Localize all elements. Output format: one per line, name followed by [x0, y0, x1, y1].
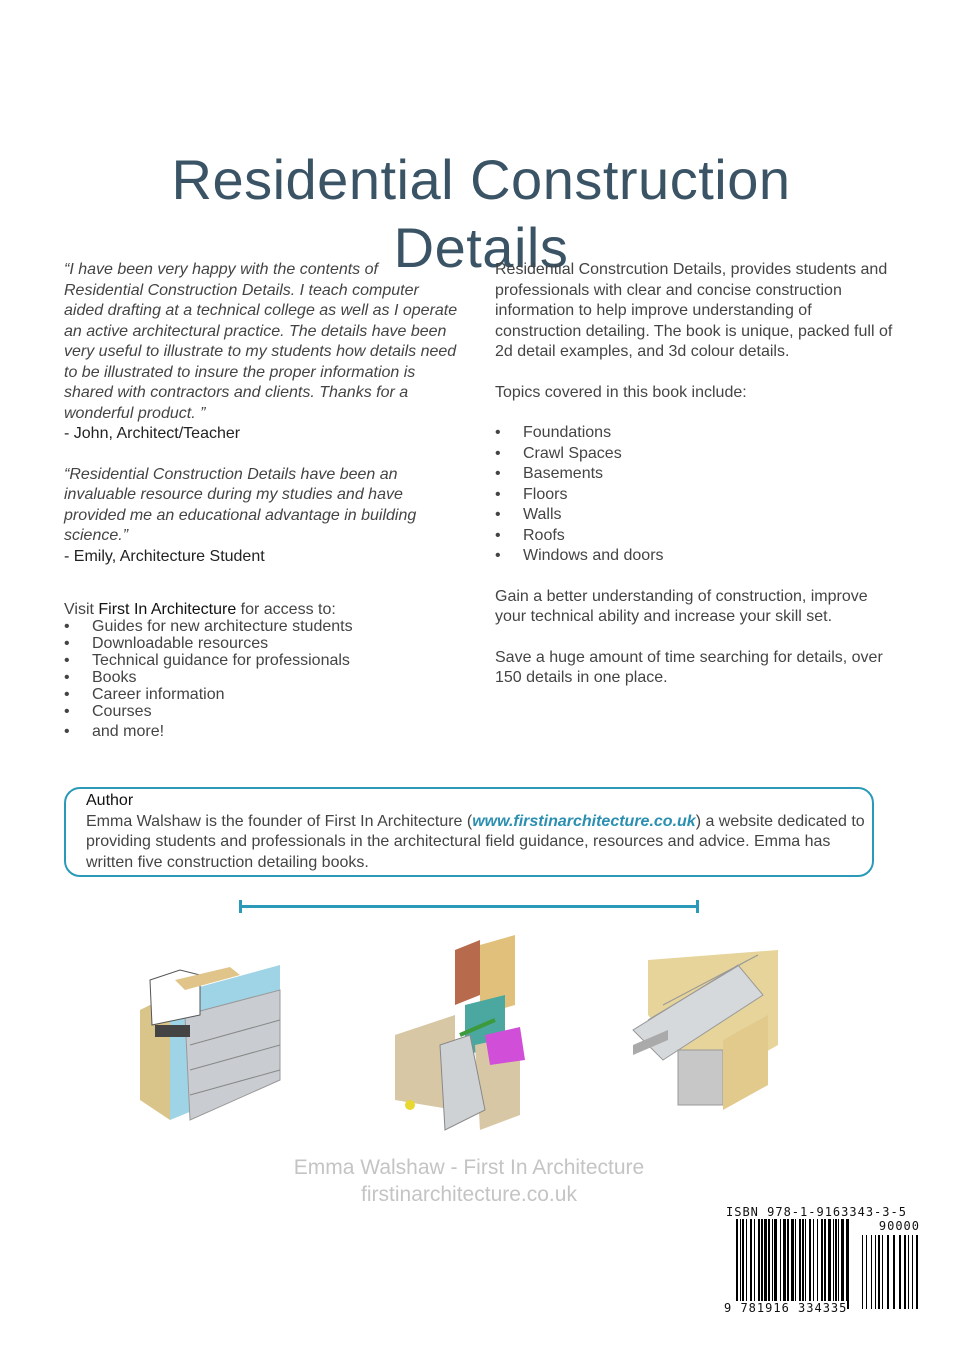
barcode-bar [882, 1235, 883, 1309]
wall-detail-illustration [130, 955, 290, 1130]
barcode-bar [780, 1219, 781, 1309]
author-bio-text: ) a website dedicated to providing students and professionals in the architectural field guidance, resources and advice. Emma has written five construction detailing books. [86, 812, 865, 871]
author-bio [86, 812, 872, 874]
list-item: • Downloadable resources [64, 635, 459, 652]
barcode-bar [772, 1219, 773, 1309]
barcode-bar [740, 1219, 741, 1309]
visit-section [64, 601, 459, 742]
book-title: Residential Construction Details [171, 147, 791, 279]
barcode-bar [916, 1235, 918, 1309]
barcode-bar [841, 1219, 844, 1309]
testimonial-author: - John, Architect/Teacher [64, 425, 241, 442]
barcode-bar [817, 1219, 818, 1309]
barcode-bar [746, 1219, 747, 1309]
benefit-text: Save a huge amount of time searching for details, over 150 details in one place. [495, 648, 883, 686]
barcode-bar [761, 1219, 763, 1309]
barcode-bar [835, 1219, 837, 1309]
list-item: • Windows and doors [495, 546, 895, 567]
barcode-bar [742, 1219, 744, 1309]
price-addon-number: 90000 [878, 1219, 920, 1233]
barcode-bar [887, 1235, 889, 1309]
testimonial-quote: “Residential Construction Details have been an invaluable resource during my studies and have provided me an educational advantage in building science.” [64, 465, 417, 544]
barcode-bar [805, 1219, 806, 1309]
list-item: • and more! [64, 722, 459, 742]
barcode-bar [783, 1219, 786, 1309]
list-item: • Foundations [495, 423, 895, 444]
barcode-bar [758, 1219, 760, 1309]
list-item: • Courses [64, 703, 459, 720]
author-bio-text: Emma Walshaw is the founder of First In Architecture ( [86, 812, 473, 830]
barcode-bar [754, 1219, 755, 1309]
barcode-bar [791, 1219, 794, 1309]
barcode-bar [799, 1219, 801, 1309]
list-item: • Walls [495, 505, 895, 526]
left-column [64, 260, 459, 742]
ean-number: 9 781916 334335 [724, 1301, 848, 1315]
right-column [495, 260, 895, 689]
list-item: • Floors [495, 485, 895, 506]
barcode-bar [871, 1235, 872, 1309]
visit-suffix: for access to: [236, 601, 336, 618]
barcode-bar [862, 1235, 863, 1309]
list-item: • Guides for new architecture students [64, 618, 459, 635]
barcode-bar [866, 1235, 867, 1309]
barcode-bar [795, 1219, 796, 1309]
barcode-bar [846, 1219, 849, 1309]
visit-prefix: Visit [64, 601, 99, 618]
foundation-detail-illustration [385, 935, 555, 1140]
barcode-bar [893, 1235, 895, 1309]
footer-author: Emma Walshaw - First In Architecture [293, 1156, 645, 1179]
barcode-bar [838, 1219, 839, 1309]
testimonial-author: - Emily, Architecture Student [64, 547, 265, 565]
divider [239, 905, 699, 908]
barcode-bar [824, 1219, 826, 1309]
barcode-bar [821, 1219, 823, 1309]
barcode-bar [904, 1235, 906, 1309]
brand-name: First In Architecture [98, 601, 237, 618]
barcode-bar [764, 1219, 767, 1309]
book-description: Residential Constrcution Details, provides students and professionals with clear and concise construction information to help improve understanding of construction detailing. The book is unique, packed full of 2d detail examples, and 3d colour details. [495, 261, 893, 360]
list-item: • Books [64, 669, 459, 686]
resource-list [64, 618, 459, 742]
topics-list [495, 423, 895, 567]
barcode-bar [908, 1235, 909, 1309]
isbn-number: ISBN 978-1-9163343-3-5 [726, 1205, 907, 1219]
author-heading: Author [86, 792, 134, 809]
barcode-bar [802, 1219, 804, 1309]
roof-detail-illustration [628, 945, 783, 1115]
barcode-bar [750, 1219, 752, 1309]
testimonial-quote: “I have been very happy with the contents of Residential Construction Details. I teach computer aided drafting at a technical college as well as I operate an active architectural practice. The details have been very useful to illustrate to my students how details need to be illustrated to insure the proper information is shared with contractors and clients. Thanks for a wonderful product. ” [64, 261, 458, 422]
barcode-bar [736, 1219, 738, 1309]
footer-website: firstinarchitecture.co.uk [361, 1183, 577, 1206]
barcode-bar [912, 1235, 913, 1309]
list-item: • Career information [64, 686, 459, 703]
isbn-barcode [722, 1205, 922, 1317]
barcode-bar [813, 1219, 814, 1309]
list-item: • Basements [495, 464, 895, 485]
website-link[interactable]: www.firstinarchitecture.co.uk [472, 812, 696, 830]
barcode-bar [875, 1235, 876, 1309]
barcode-bar [833, 1219, 834, 1309]
barcode-bar [878, 1235, 880, 1309]
barcode-bar [787, 1219, 789, 1309]
list-item: • Crawl Spaces [495, 444, 895, 465]
barcode-bar [828, 1219, 831, 1309]
list-item: • Roofs [495, 526, 895, 547]
list-item: • Technical guidance for professionals [64, 652, 459, 669]
benefit-text: Gain a better understanding of construction, improve your technical ability and increase your skill set. [495, 587, 868, 625]
topics-heading: Topics covered in this book include: [495, 383, 747, 401]
barcode-bar [899, 1235, 901, 1309]
author-box [64, 787, 874, 877]
barcode-bar [768, 1219, 770, 1309]
barcode-bar [774, 1219, 777, 1309]
barcode-bar [809, 1219, 811, 1309]
